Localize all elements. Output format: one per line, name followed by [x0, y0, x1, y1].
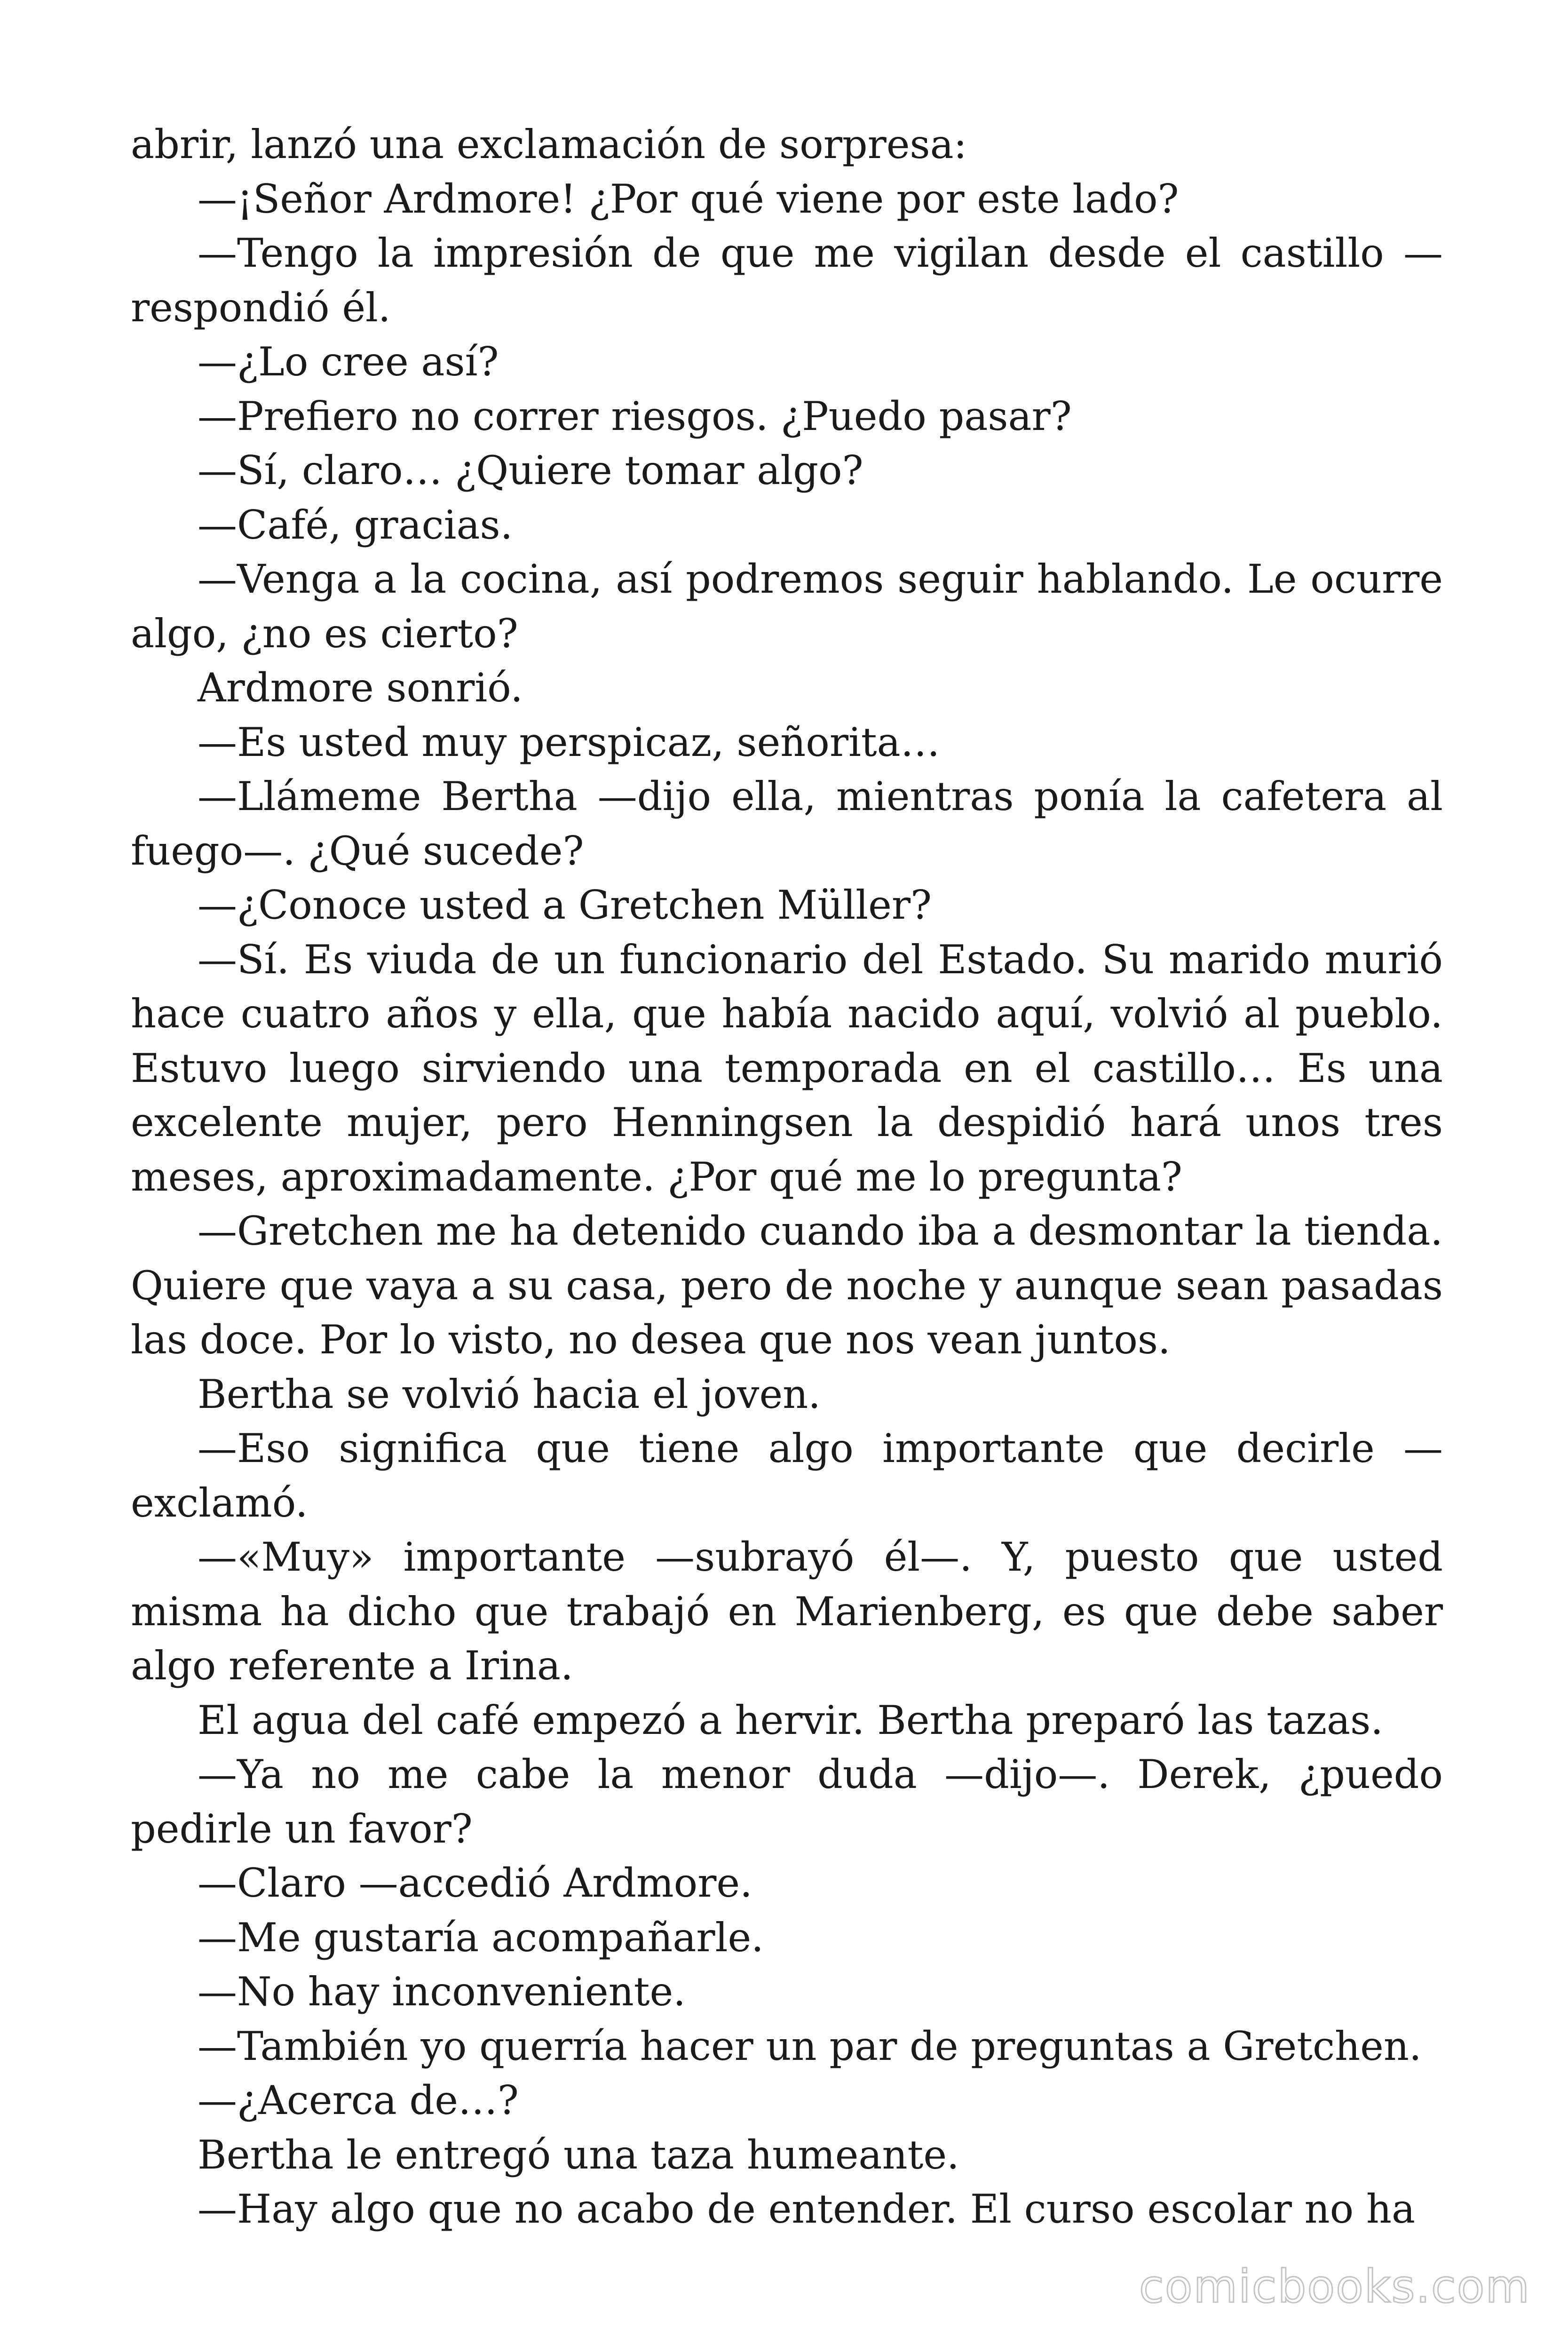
paragraph: —Llámeme Bertha —dijo ella, mientras ponía la cafetera al fuego—. ¿Qué sucede?: [131, 773, 1443, 874]
paragraph: —Venga a la cocina, así podremos seguir hablando. Le ocurre algo, ¿no es cierto?: [131, 556, 1443, 657]
paragraph: —Sí. Es viuda de un funcionario del Estado. Su marido murió hace cuatro años y ella, que había nacido aquí, volvió al pueblo. Estuvo luego sirviendo una temporada en el castillo… Es una excelente mujer, pero Henningsen la despidió hará unos tres meses, aproximadamente. ¿Por qué me lo pregunta?: [131, 936, 1443, 1200]
watermark: comicbooks.com: [1139, 2260, 1530, 2313]
paragraph: —Eso significa que tiene algo importante que decirle —exclamó.: [131, 1425, 1443, 1526]
paragraph: Bertha se volvió hacia el joven.: [198, 1371, 821, 1417]
paragraph: —Sí, claro… ¿Quiere tomar algo?: [198, 447, 863, 493]
paragraph: —Café, gracias.: [198, 501, 513, 548]
paragraph: —También yo querría hacer un par de preguntas a Gretchen.: [198, 2023, 1422, 2069]
paragraph: Ardmore sonrió.: [198, 665, 523, 711]
paragraph: —Me gustaría acompañarle.: [198, 1914, 764, 1961]
paragraph: —¿Lo cree así?: [198, 339, 499, 385]
paragraph: El agua del café empezó a hervir. Bertha preparó las tazas.: [198, 1697, 1383, 1743]
paragraph: —¿Conoce usted a Gretchen Müller?: [198, 882, 932, 928]
paragraph: —¿Acerca de…?: [198, 2077, 519, 2123]
paragraph: —Ya no me cabe la menor duda —dijo—. Derek, ¿puedo pedirle un favor?: [131, 1751, 1443, 1852]
paragraph: —Tengo la impresión de que me vigilan desde el castillo —respondió él.: [131, 230, 1443, 331]
paragraph: —¡Señor Ardmore! ¿Por qué viene por este lado?: [198, 175, 1179, 222]
paragraph: abrir, lanzó una exclamación de sorpresa:: [131, 121, 967, 167]
paragraph: Bertha le entregó una taza humeante.: [198, 2131, 959, 2178]
paragraph: —«Muy» importante —subrayó él—. Y, puesto que usted misma ha dicho que trabajó en Marienberg, es que debe saber algo referente a Irina.: [131, 1534, 1443, 1689]
book-page-text: [131, 118, 1443, 2237]
paragraph: —Gretchen me ha detenido cuando iba a desmontar la tienda. Quiere que vaya a su casa, pero de noche y aunque sean pasadas las doce. Por lo visto, no desea que nos vean juntos.: [131, 1208, 1443, 1363]
paragraph: —Prefiero no correr riesgos. ¿Puedo pasar?: [198, 393, 1072, 439]
paragraph: —Es usted muy perspicaz, señorita…: [198, 719, 940, 765]
paragraph: —No hay inconveniente.: [198, 1969, 686, 2015]
paragraph: —Hay algo que no acabo de entender. El curso escolar no ha: [198, 2186, 1416, 2232]
paragraph: —Claro —accedió Ardmore.: [198, 1860, 752, 1906]
